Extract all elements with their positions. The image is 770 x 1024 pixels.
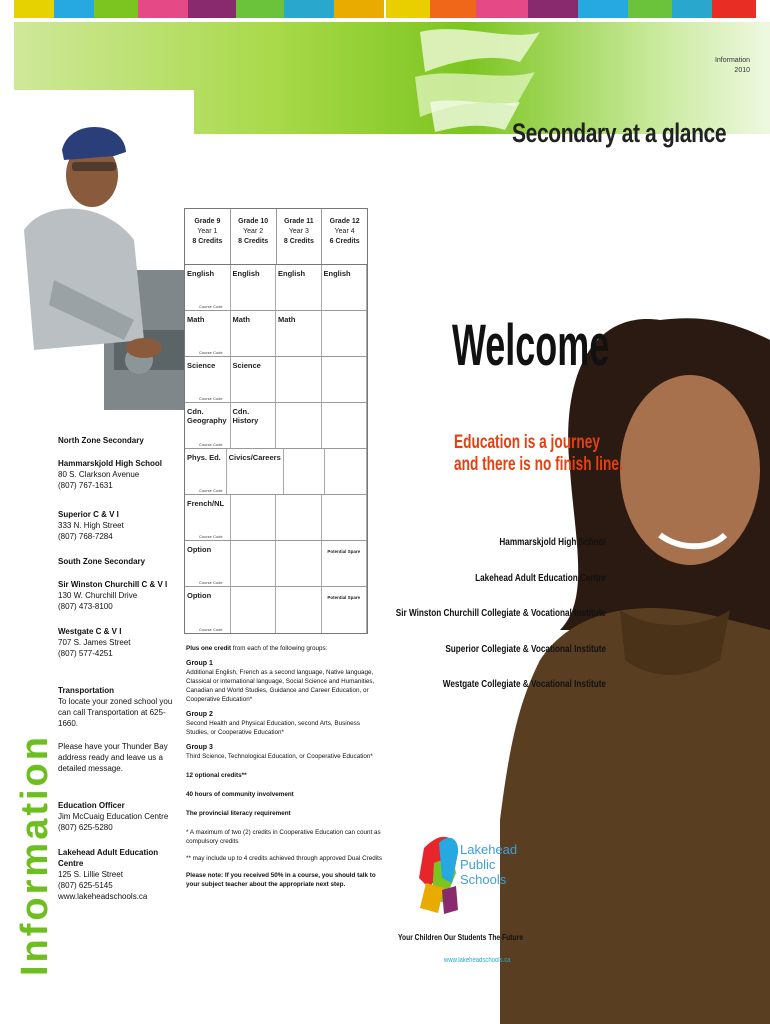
strip-seg <box>284 0 334 18</box>
groups-intro-bold: Plus one credit <box>186 645 232 652</box>
officer-title: Education Officer <box>58 801 125 810</box>
table-cell[interactable] <box>322 495 368 540</box>
table-cell[interactable]: Option <box>185 587 231 633</box>
table-cell[interactable] <box>322 403 368 448</box>
hammarskjold-contact <box>58 458 178 491</box>
header-grade12-title: Grade 12 <box>329 218 360 225</box>
group2-text: Second Health and Physical Education, second Arts, Business Studies, or Cooperative Education* <box>186 720 360 736</box>
header-grade11-credits: 8 Credits <box>283 238 314 245</box>
table-row <box>185 403 367 449</box>
school-list-item: Westgate Collegiate & Vocational Institute <box>442 679 606 690</box>
welcome-heading: Welcome <box>452 313 610 378</box>
strip-seg <box>528 0 578 18</box>
coop-note: * A maximum of two (2) credits in Cooperative Education can count as compulsory credits <box>186 829 381 845</box>
table-cell[interactable] <box>276 357 322 402</box>
strip-seg <box>236 0 284 18</box>
table-cell[interactable] <box>322 311 368 356</box>
group1-text: Additional English, French as a second language, Native language, Classical or international language, Social Science and Humanities, Canadian and World Studies, Guidance and Career Education, or Cooperative Education* <box>186 669 375 703</box>
groups-intro-rest: from each of the following groups: <box>231 645 328 652</box>
logo-tagline: Your Children Our Students The Future <box>398 933 523 942</box>
school-address: 707 S. James Street <box>58 638 131 647</box>
strip-seg <box>476 0 528 18</box>
vertical-information-label: Information <box>14 734 56 976</box>
strip-seg <box>628 0 672 18</box>
school-phone: (807) 625-5145 <box>58 881 113 890</box>
strip-seg <box>14 0 54 18</box>
school-address: 80 S. Clarkson Avenue <box>58 470 140 479</box>
course-code-label: Course Code <box>199 488 223 493</box>
table-cell[interactable]: English <box>185 265 231 310</box>
tagline-line2: and there is no finish line. <box>454 454 623 475</box>
strip-seg <box>188 0 236 18</box>
strip-seg <box>712 0 756 18</box>
table-row <box>185 541 367 587</box>
course-code-label: Course Code <box>199 534 223 539</box>
table-cell[interactable]: Civics/Careers <box>227 449 284 494</box>
group2-title: Group 2 <box>186 711 213 718</box>
school-name: Superior C & V I <box>58 510 119 519</box>
table-cell[interactable] <box>276 495 322 540</box>
course-code-label: Course Code <box>199 580 223 585</box>
school-phone: (807) 768-7284 <box>58 532 113 541</box>
student-lathe-photo <box>14 90 194 410</box>
school-name: Sir Winston Churchill C & V I <box>58 580 168 589</box>
school-list <box>346 537 606 715</box>
school-phone: (807) 767-1631 <box>58 481 113 490</box>
tagline-line1: Education is a journey <box>454 432 600 453</box>
tagline <box>454 432 623 476</box>
table-header <box>185 209 367 265</box>
school-list-item: Superior Collegiate & Vocational Institute <box>445 643 606 655</box>
table-cell[interactable]: Option <box>185 541 231 586</box>
south-zone-heading: South Zone Secondary <box>58 557 146 566</box>
table-cell[interactable]: Science <box>231 357 277 402</box>
course-code-label: Course Code <box>199 396 223 401</box>
header-grade10-title: Grade 10 <box>238 218 269 225</box>
school-name: Lakehead Adult Education Centre <box>58 848 159 868</box>
school-list-item: Hammarskjold High School <box>499 537 606 548</box>
header-grade11-title: Grade 11 <box>284 218 314 225</box>
superior-contact <box>58 509 178 542</box>
strip-seg <box>386 0 430 18</box>
course-code-label: Course Code <box>199 304 223 309</box>
table-cell[interactable]: Math <box>276 311 322 356</box>
officer-location: Jim McCuaig Education Centre <box>58 812 169 821</box>
strip-seg <box>138 0 188 18</box>
school-address: 130 W. Churchill Drive <box>58 591 138 600</box>
table-row <box>185 265 367 311</box>
please-note: Please note: If you received 50% in a course, you should talk to your subject teacher about the appropriate next step. <box>186 872 376 888</box>
group3-title: Group 3 <box>186 744 213 751</box>
potential-spare-cell[interactable]: Potential Spare <box>322 587 368 633</box>
potential-spare-cell[interactable]: Potential Spare <box>322 541 368 586</box>
table-cell[interactable]: Math <box>185 311 231 356</box>
north-zone-heading: North Zone Secondary <box>58 436 144 445</box>
group1-title: Group 1 <box>186 660 213 667</box>
grade-credit-table <box>184 208 368 634</box>
school-address: 125 S. Lillie Street <box>58 870 123 879</box>
table-cell[interactable]: Science <box>185 357 231 402</box>
info-line2: 2010 <box>734 67 750 74</box>
page-title: Secondary at a glance <box>512 118 727 148</box>
strip-seg <box>54 0 94 18</box>
optional-credits: 12 optional credits** <box>186 772 247 779</box>
header-grade12-year: Year 4 <box>334 228 355 235</box>
table-cell[interactable] <box>325 449 367 494</box>
table-cell[interactable]: English <box>276 265 322 310</box>
table-row <box>185 449 367 495</box>
transportation-note: Please have your Thunder Bay address ready and leave us a detailed message. <box>58 742 168 773</box>
logo-wordmark <box>460 842 517 887</box>
school-contacts <box>58 435 178 914</box>
table-cell[interactable]: English <box>231 265 277 310</box>
table-row <box>185 311 367 357</box>
strip-seg <box>672 0 712 18</box>
strip-seg <box>578 0 628 18</box>
adult-education-contact <box>58 847 178 902</box>
table-cell[interactable]: French/NL <box>185 495 231 540</box>
group3-text: Third Science, Technological Education, or Cooperative Education* <box>186 753 373 760</box>
churchill-contact <box>58 579 178 612</box>
officer-phone: (807) 625-5280 <box>58 823 113 832</box>
course-code-label: Course Code <box>199 627 223 632</box>
table-cell[interactable]: Cdn. History <box>231 403 277 448</box>
table-cell[interactable]: Math <box>231 311 277 356</box>
table-cell[interactable] <box>231 495 277 540</box>
logo-line1: Lakehead <box>460 842 518 857</box>
literacy-requirement: The provincial literacy requirement <box>186 810 291 817</box>
school-phone: (807) 473-8100 <box>58 602 113 611</box>
header-grade10 <box>231 209 277 264</box>
table-cell[interactable] <box>276 587 322 633</box>
community-hours: 40 hours of community involvement <box>186 791 294 798</box>
header-grade9-title: Grade 9 <box>194 218 221 225</box>
website-link[interactable]: www.lakeheadschools.ca <box>58 892 148 901</box>
course-code-label: Course Code <box>199 442 223 447</box>
school-list-item: Lakehead Adult Education Centre <box>475 572 606 584</box>
logo-line2: Public <box>460 857 496 872</box>
header-grade9-credits: 8 Credits <box>192 238 223 245</box>
strip-seg <box>430 0 476 18</box>
table-cell[interactable]: Phys. Ed. <box>185 449 227 494</box>
table-cell[interactable] <box>231 541 277 586</box>
header-grade10-credits: 8 Credits <box>238 238 269 245</box>
westgate-contact <box>58 626 178 659</box>
info-tag <box>715 56 750 76</box>
strip-seg <box>334 0 384 18</box>
table-cell[interactable]: English <box>322 265 368 310</box>
header-grade10-year: Year 2 <box>243 228 264 235</box>
header-grade9 <box>185 209 231 264</box>
table-cell[interactable] <box>276 403 322 448</box>
header-grade11-year: Year 3 <box>288 228 309 235</box>
strip-seg <box>94 0 138 18</box>
table-cell[interactable] <box>322 357 368 402</box>
school-name: Westgate C & V I <box>58 627 122 636</box>
table-row <box>185 587 367 633</box>
header-grade9-year: Year 1 <box>197 228 218 235</box>
transportation-title: Transportation <box>58 686 115 695</box>
school-list-item: Sir Winston Churchill Collegiate & Vocational Institute <box>395 608 606 619</box>
website-link[interactable]: www.lakeheadschools.ca <box>444 957 511 964</box>
table-row <box>185 495 367 541</box>
table-cell[interactable]: Cdn. Geography <box>185 403 231 448</box>
course-code-label: Course Code <box>199 350 223 355</box>
transportation-info <box>58 685 178 774</box>
education-officer <box>58 800 178 833</box>
info-line1: Information <box>714 57 750 64</box>
header-grade11 <box>277 209 323 264</box>
transportation-text: To locate your zoned school you can call Transportation at 625-1660. <box>58 697 173 728</box>
header-grade12-credits: 6 Credits <box>329 238 360 245</box>
table-cell[interactable] <box>276 541 322 586</box>
school-address: 333 N. High Street <box>58 521 124 530</box>
table-cell[interactable] <box>231 587 277 633</box>
dual-credit-note: ** may include up to 4 credits achieved through approved Dual Credits <box>186 855 383 862</box>
school-name: Hammarskjold High School <box>58 459 163 468</box>
table-row <box>185 357 367 403</box>
school-phone: (807) 577-4251 <box>58 649 113 658</box>
table-cell[interactable] <box>284 449 326 494</box>
logo-line3: Schools <box>460 872 507 887</box>
header-grade12 <box>322 209 367 264</box>
